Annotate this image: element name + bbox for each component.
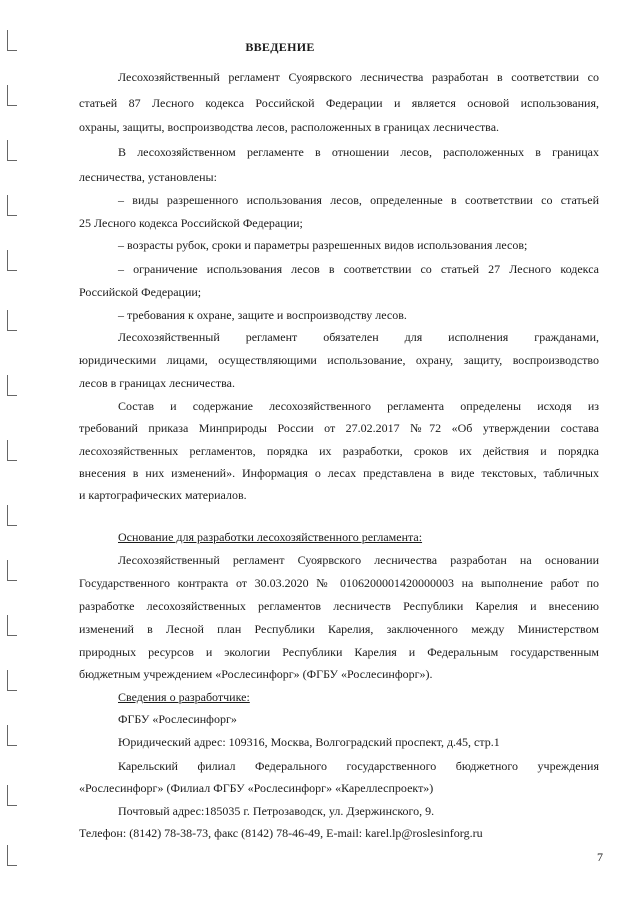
text-line: лесничества, установлены: bbox=[79, 170, 217, 184]
text-line: бюджетным учреждением «Рослесинфорг» (ФГБУ «Рослесинфорг»). bbox=[79, 667, 433, 681]
binder-mark bbox=[7, 140, 17, 161]
text-line: внесения в них изменений». Информация о лесах представлена в виде текстовых, табличных bbox=[79, 466, 599, 480]
text-line: лесов в границах лесничества. bbox=[79, 376, 235, 390]
page-number: 7 bbox=[597, 850, 603, 864]
text-line: – возрасты рубок, сроки и параметры разрешенных видов использования лесов; bbox=[118, 238, 528, 252]
text-line: «Рослесинфорг» (Филиал ФГБУ «Рослесинфорг» «Кареллеспроект») bbox=[79, 781, 434, 795]
text-line: – ограничение использования лесов в соответствии со статьей 27 Лесного кодекса bbox=[118, 262, 599, 276]
text-line: Государственного контракта от 30.03.2020 № 0106200001420000003 на выполнение работ по bbox=[79, 576, 599, 590]
page-title: ВВЕДЕНИЕ bbox=[245, 40, 315, 54]
text-line: – требования к охране, защите и воспроизводству лесов. bbox=[118, 308, 407, 322]
text-line: Лесохозяйственный регламент Суоярвского лесничества разработан на основании bbox=[118, 553, 599, 567]
text-line: изменений в Лесной план Республики Карелия, заключенного между Министерством bbox=[79, 622, 599, 636]
text-line: Состав и содержание лесохозяйственного регламента определены исходя из bbox=[118, 399, 599, 413]
binder-mark bbox=[7, 505, 17, 526]
text-line: Почтовый адрес:185035 г. Петрозаводск, ул. Дзержинского, 9. bbox=[118, 804, 435, 818]
binder-mark bbox=[7, 560, 17, 581]
text-line: охраны, защиты, воспроизводства лесов, расположенных в границах лесничества. bbox=[79, 120, 500, 134]
text-line: Юридический адрес: 109316, Москва, Волгоградский проспект, д.45, стр.1 bbox=[118, 735, 500, 749]
binder-mark bbox=[7, 195, 17, 216]
text-line: требований приказа Минприроды России от 27.02.2017 №72 «Об утверждении состава bbox=[79, 421, 599, 435]
text-line: и картографических материалов. bbox=[79, 488, 247, 502]
text-line: Лесохозяйственный регламент Суоярвского лесничества разработан в соответствии со bbox=[118, 70, 599, 84]
binder-mark bbox=[7, 375, 17, 396]
binder-mark bbox=[7, 785, 17, 806]
text-line: юридическими лицами, осуществляющими использование, охрану, защиту, воспроизводство bbox=[79, 353, 599, 367]
text-line: В лесохозяйственном регламенте в отношении лесов, расположенных в границах bbox=[118, 145, 599, 159]
text-line: лесохозяйственных регламентов, порядка их разработки, сроков их действия и порядка bbox=[79, 444, 599, 458]
text-line: Российской Федерации; bbox=[79, 285, 202, 299]
text-line: Лесохозяйственный регламент обязателен для исполнения гражданами, bbox=[118, 330, 599, 344]
text-line: Карельский филиал Федерального государственного бюджетного учреждения bbox=[118, 759, 599, 773]
binder-mark bbox=[7, 670, 17, 691]
developer-heading: Сведения о разработчике: bbox=[118, 690, 250, 704]
text-line: – виды разрешенного использования лесов, определенные в соответствии со статьей bbox=[118, 193, 599, 207]
binder-mark bbox=[7, 85, 17, 106]
text-line: 25 Лесного кодекса Российской Федерации; bbox=[79, 216, 303, 230]
binder-mark bbox=[7, 250, 17, 271]
binder-mark bbox=[7, 310, 17, 331]
text-line: ФГБУ «Рослесинфорг» bbox=[118, 712, 237, 726]
binder-mark bbox=[7, 725, 17, 746]
binder-margin-marks bbox=[0, 0, 14, 905]
binder-mark bbox=[7, 845, 17, 866]
text-line: природных ресурсов и экологии Республики Карелия и Федеральным государственным bbox=[79, 645, 599, 659]
binder-mark bbox=[7, 615, 17, 636]
text-line: статьей 87 Лесного кодекса Российской Федерации и является основой использования, bbox=[79, 96, 599, 110]
text-line: разработке лесохозяйственных регламентов лесничеств Республики Карелия и внесению bbox=[79, 599, 599, 613]
section-heading: Основание для разработки лесохозяйственного регламента: bbox=[118, 530, 423, 544]
contact-line: Телефон: (8142) 78-38-73, факс (8142) 78-46-49, E-mail: karel.lp@roslesinforg.ru bbox=[79, 826, 483, 840]
binder-mark bbox=[7, 440, 17, 461]
